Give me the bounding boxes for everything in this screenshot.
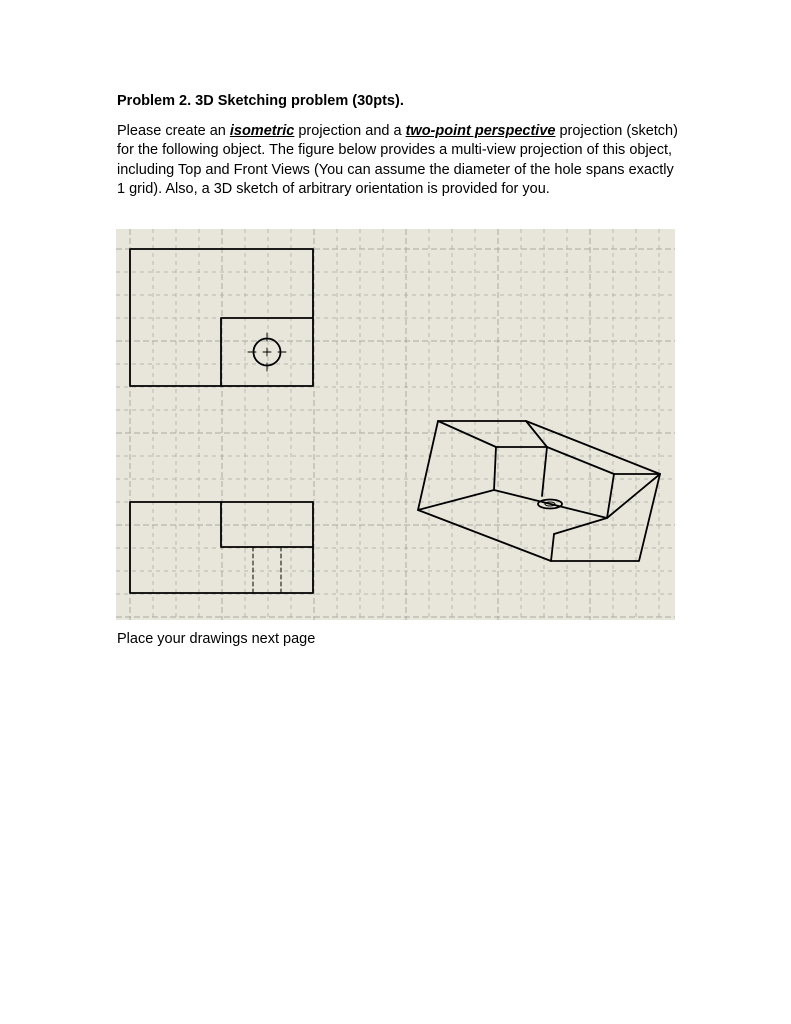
isometric-emphasis: isometric <box>229 123 295 139</box>
instructions-paragraph <box>117 122 683 199</box>
two-point-perspective-emphasis: two-point perspective <box>405 123 556 139</box>
multiview-figure <box>116 229 675 620</box>
instructions-text-1: Please create an <box>117 123 230 139</box>
figure-canvas <box>116 229 675 620</box>
problem-title: Problem 2. 3D Sketching problem (30pts). <box>117 93 404 109</box>
footer-note: Place your drawings next page <box>117 631 316 647</box>
instructions-text-3: projection (sketch) for the following object. The figure below provides a multi-view projection of this object, including Top and Front Views (You can assume the diameter of the hole spans exactly 1 grid). Also, a 3D sketch of arbitrary orientation is provided for you. <box>117 123 678 197</box>
instructions-text-2: projection and a <box>294 123 406 139</box>
